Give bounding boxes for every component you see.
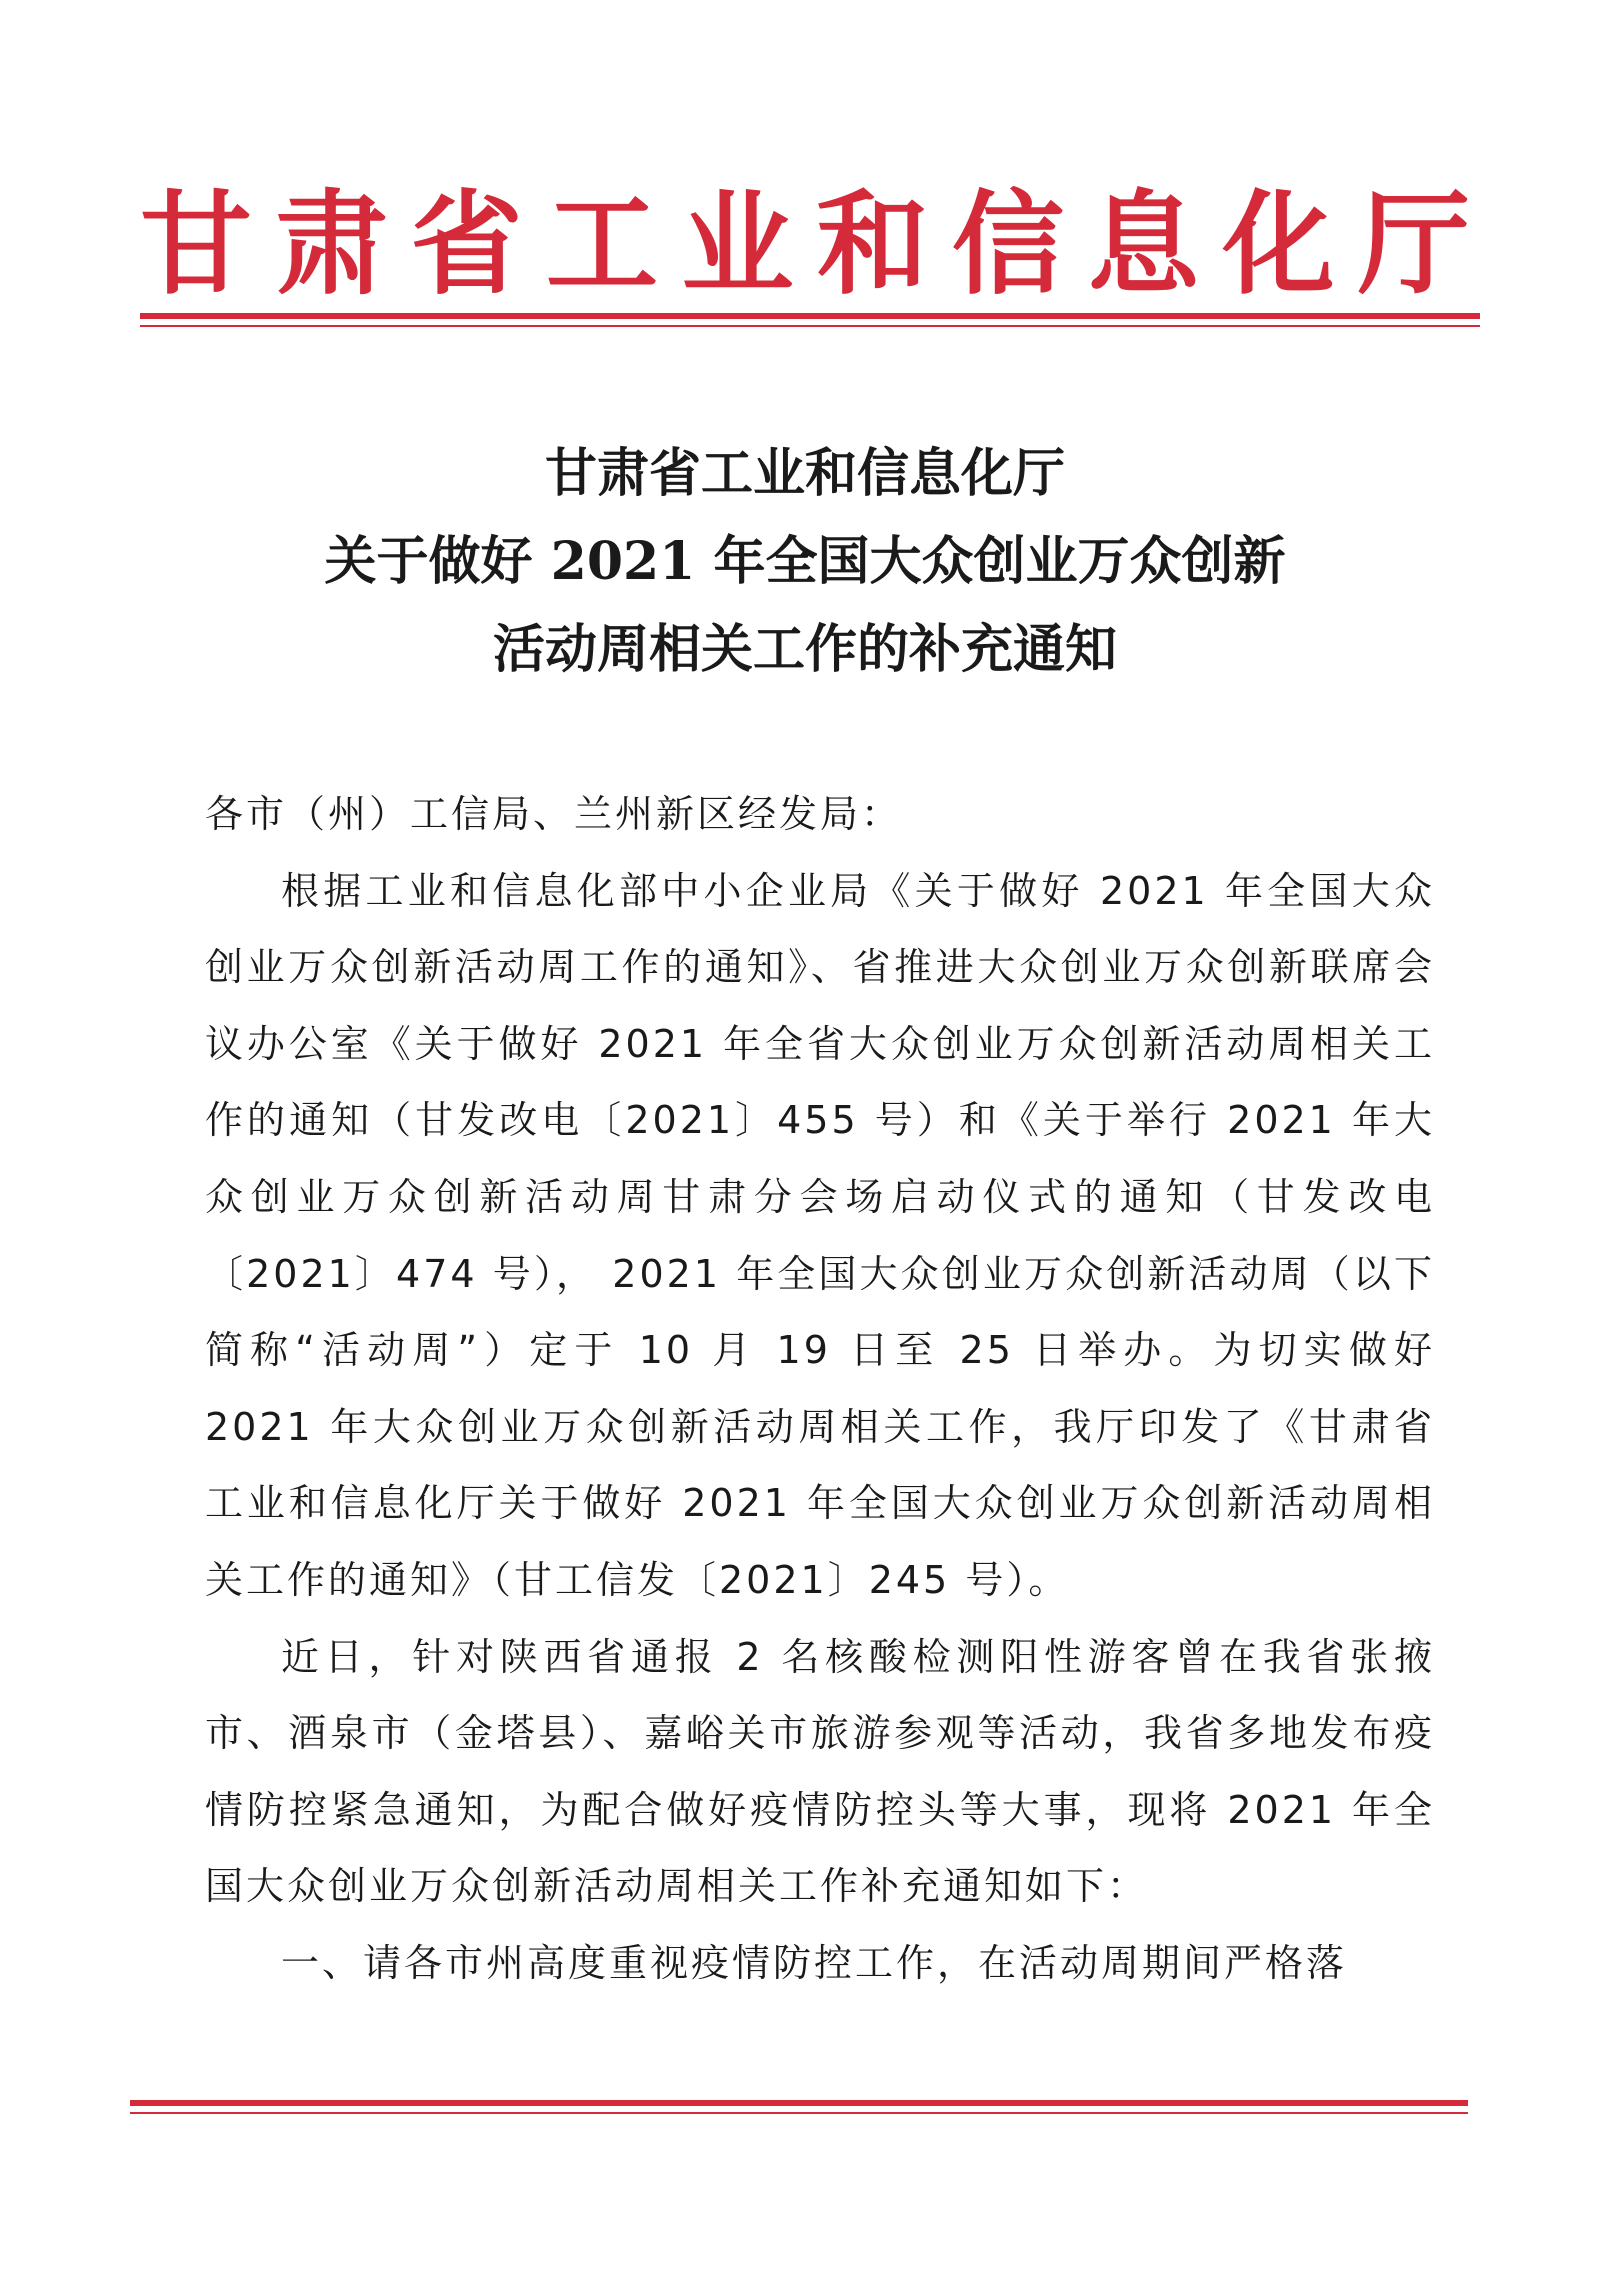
letterhead-char: 工 <box>545 179 658 310</box>
letterhead-char: 信 <box>951 179 1064 310</box>
paragraph-3: 一、请各市州高度重视疫情防控工作，在活动周期间严格落 <box>281 1940 1348 1985</box>
paragraph-1: 根据工业和信息化部中小企业局《关于做好 2021 年全国大众创业万众创新活动周工作的通知》、省推进大众创业万众创新联席会议办公室《关于做好 2021 年全省大众创业万众创新活动周相关工作的通知（甘发改电〔2021〕455 号）和《关于举行 2021 年大众创业万众创新活动周甘肃分会场启动仪式的通知（甘发改电〔2021〕474 号）， 2021 年全国大众创业万众创新活动周（以下简称“活动周”）定于 10 月 19 日至 25 日举办。为切实做好 2021 年大众创业万众创新活动周相关工作，我厅印发了《甘肃省工业和信息化厅关于做好 2021 年全国大众创业万众创新活动周相关工作的通知》（甘工信发〔2021〕245 号）。 <box>205 868 1435 1602</box>
letterhead-char: 甘 <box>140 179 252 310</box>
letterhead-rule-thin <box>140 325 1480 327</box>
letterhead-rule-thick <box>140 313 1480 319</box>
document-body <box>205 776 1435 2002</box>
letterhead-char: 肃 <box>275 179 388 310</box>
letterhead-char: 厅 <box>1357 179 1470 310</box>
letterhead-char: 息 <box>1087 179 1200 310</box>
letterhead-char: 业 <box>681 179 794 310</box>
letterhead-char: 和 <box>816 179 929 310</box>
footer-rule-thin <box>130 2112 1468 2114</box>
document-title-line-3: 活动周相关工作的补充通知 <box>492 619 1117 680</box>
document-title <box>140 430 1470 694</box>
footer-rule-thick <box>130 2100 1468 2106</box>
salutation: 各市（州）工信局、兰州新区经发局： <box>205 792 903 836</box>
letterhead-title <box>140 180 1470 310</box>
document-title-line-1: 甘肃省工业和信息化厅 <box>544 443 1065 504</box>
letterhead-char: 化 <box>1222 179 1335 310</box>
document-title-line-2: 关于做好 2021 年全国大众创业万众创新 <box>324 531 1286 592</box>
letterhead-char: 省 <box>410 179 523 310</box>
paragraph-2: 近日，针对陕西省通报 2 名核酸检测阳性游客曾在我省张掖市、酒泉市（金塔县）、嘉峪关市旅游参观等活动，我省多地发布疫情防控紧急通知，为配合做好疫情防控头等大事，现将 2021 年全国大众创业万众创新活动周相关工作补充通知如下： <box>205 1634 1435 1909</box>
